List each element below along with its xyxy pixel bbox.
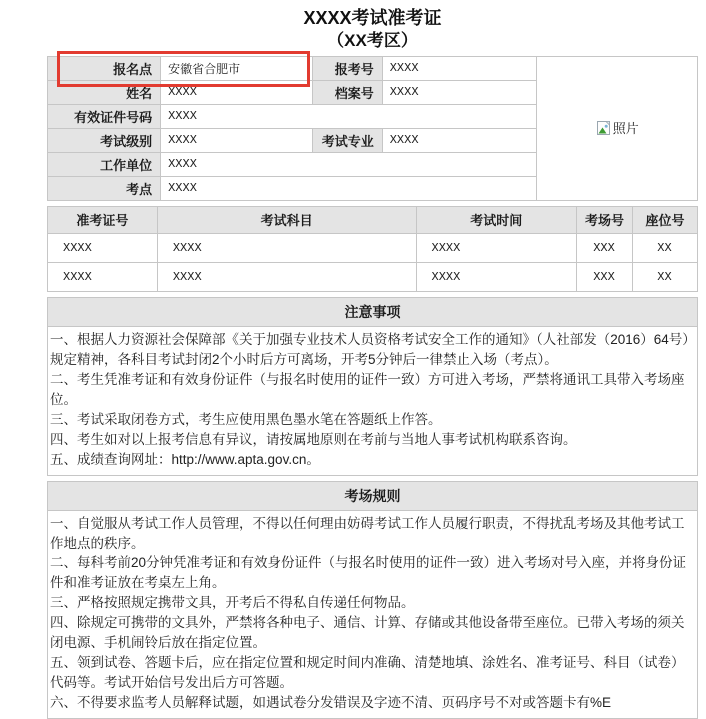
table-row: [48, 233, 698, 262]
photo-cell: [537, 56, 698, 200]
exam-schedule-table: [47, 206, 698, 292]
notes-section: [47, 297, 698, 476]
exam-site-value: XXXX: [161, 176, 537, 200]
col-header-room: 考场号: [577, 206, 633, 233]
page-title: XXXX考试准考证: [303, 8, 442, 28]
note-item: 三、考试采取闭卷方式，考生应使用黑色墨水笔在答题纸上作答。: [50, 411, 442, 427]
rule-item: 六、不得要求监考人员解释试题，如遇试卷分发错误及字迹不清、页码序号不对或答题卡有%E: [50, 695, 612, 711]
candidate-info-table: [47, 56, 698, 201]
rule-item: 二、每科考前20分钟凭准考证和有效身份证件（与报名时使用的证件一致）进入考场对号入座，并将身份证件和准考证放在考桌左上角。: [50, 555, 687, 591]
exam-major-label: 考试专业: [312, 128, 382, 152]
photo-label: 照片: [612, 121, 639, 136]
rule-item: 三、严格按照规定携带文具，开考后不得私自传递任何物品。: [50, 595, 415, 611]
broken-image-icon: [596, 120, 612, 136]
name-label: 姓名: [48, 80, 161, 104]
notes-section-title: 注意事项: [48, 298, 697, 327]
rule-item: 四、除规定可携带的文具外，严禁将各种电子、通信、计算、存储或其他设备带至座位。已带入考场的须关闭电源、手机闹铃后放在指定位置。: [50, 615, 685, 651]
subject-cell: XXXX: [157, 233, 416, 262]
work-unit-label: 工作单位: [48, 152, 161, 176]
ticket-no-cell: XXXX: [48, 233, 158, 262]
rules-section-title: 考场规则: [48, 482, 697, 511]
schedule-header-row: [48, 206, 698, 233]
exam-no-value: XXXX: [382, 56, 537, 80]
name-value: XXXX: [161, 80, 312, 104]
exam-major-value: XXXX: [382, 128, 537, 152]
note-item-score-url: 五、成绩查询网址：http://www.apta.gov.cn。: [50, 451, 320, 467]
room-cell: XXX: [577, 262, 633, 291]
note-item: 二、考生凭准考证和有效身份证件（与报名时使用的证件一致）方可进入考场，严禁将通讯工具带入考场座位。: [50, 371, 685, 407]
time-cell: XXXX: [416, 233, 577, 262]
table-row: [48, 56, 698, 80]
id-number-label: 有效证件号码: [48, 104, 161, 128]
seat-cell: XX: [632, 262, 697, 291]
col-header-seat: 座位号: [632, 206, 697, 233]
note-item: 四、考生如对以上报考信息有异议，请按属地原则在考前与当地人事考试机构联系咨询。: [50, 431, 577, 447]
file-no-label: 档案号: [312, 80, 382, 104]
col-header-ticket-no: 准考证号: [48, 206, 158, 233]
col-header-time: 考试时间: [416, 206, 577, 233]
rules-section-body: [48, 511, 697, 719]
table-row: [48, 262, 698, 291]
notes-section-body: [48, 327, 697, 475]
reg-point-value: 安徽省合肥市: [161, 56, 312, 80]
document-body: [47, 0, 698, 719]
page-subtitle: （XX考区）: [327, 30, 418, 50]
room-cell: XXX: [577, 233, 633, 262]
exam-site-label: 考点: [48, 176, 161, 200]
rule-item: 五、领到试卷、答题卡后，应在指定位置和规定时间内准确、清楚地填、涂姓名、准考证号、科目（试卷）代码等。考试开始信号发出后方可答题。: [50, 655, 685, 691]
exam-level-label: 考试级别: [48, 128, 161, 152]
exam-room-rules-section: [47, 481, 698, 719]
seat-cell: XX: [632, 233, 697, 262]
time-cell: XXXX: [416, 262, 577, 291]
ticket-no-cell: XXXX: [48, 262, 158, 291]
rule-item: 一、自觉服从考试工作人员管理，不得以任何理由妨碍考试工作人员履行职责，不得扰乱考场及其他考试工作地点的秩序。: [50, 515, 685, 551]
note-item: 一、根据人力资源社会保障部《关于加强专业技术人员资格考试安全工作的通知》（人社部发（2016）64号）规定精神，各科目考试封闭2个小时后方可离场，开考5分钟后一律禁止入场（考点）。: [50, 331, 690, 367]
id-number-value: XXXX: [161, 104, 537, 128]
exam-no-label: 报考号: [312, 56, 382, 80]
work-unit-value: XXXX: [161, 152, 537, 176]
subject-cell: XXXX: [157, 262, 416, 291]
file-no-value: XXXX: [382, 80, 537, 104]
exam-level-value: XXXX: [161, 128, 312, 152]
col-header-subject: 考试科目: [157, 206, 416, 233]
title-block: [47, 0, 698, 51]
reg-point-label: 报名点: [48, 56, 161, 80]
photo-placeholder: [596, 118, 639, 137]
